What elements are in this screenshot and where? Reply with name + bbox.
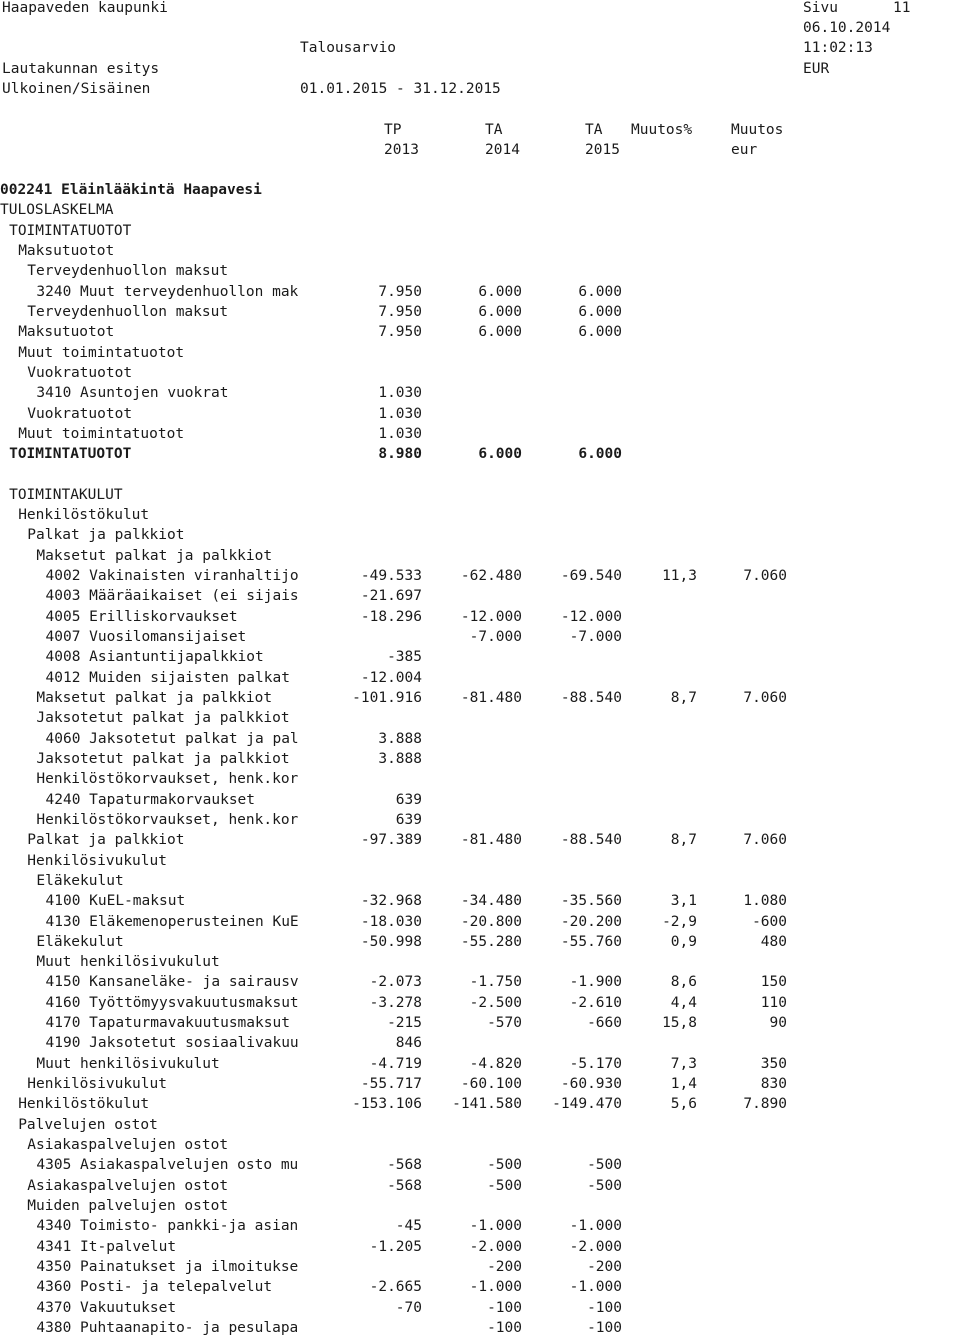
cell-ta-2015: -149.470 — [552, 1096, 622, 1113]
row-label: 4130 Eläkemenoperusteinen KuE — [45, 913, 299, 930]
row-label: Vuokratuotot — [27, 405, 133, 422]
cell-ta-2015: -100 — [587, 1319, 622, 1336]
table-row — [0, 383, 960, 403]
cell-change-pct: 7,3 — [670, 1055, 697, 1072]
cell-tp-2013: -50.998 — [360, 933, 422, 950]
cell-ta-2015: -1.900 — [569, 974, 622, 991]
row-label: Henkilöstökorvaukset, henk.kor — [36, 811, 299, 828]
cell-tp-2013: 846 — [395, 1035, 422, 1052]
table-row — [0, 708, 960, 728]
row-label: Vuokratuotot — [27, 364, 133, 381]
row-label: 4012 Muiden sijaisten palkat — [45, 669, 290, 686]
cell-ta-2015: -7.000 — [569, 629, 622, 646]
cell-tp-2013: 3.888 — [378, 750, 422, 767]
cell-ta-2015: -1.000 — [569, 1218, 622, 1235]
cell-ta-2014: 6.000 — [478, 283, 522, 300]
table-row — [0, 627, 960, 647]
table-row — [0, 668, 960, 688]
table-row — [0, 1318, 960, 1338]
cell-ta-2015: -1.000 — [569, 1279, 622, 1296]
table-row — [0, 891, 960, 911]
cell-ta-2014: -20.800 — [460, 913, 522, 930]
cell-tp-2013: -18.296 — [360, 608, 422, 625]
row-label: 4002 Vakinaisten viranhaltijo — [45, 568, 299, 585]
cell-ta-2015: -88.540 — [560, 690, 622, 706]
cell-ta-2015: -2.000 — [569, 1238, 622, 1255]
table-row — [0, 404, 960, 424]
table-row — [0, 830, 960, 850]
cell-ta-2015: -660 — [587, 1015, 622, 1032]
table-row — [0, 607, 960, 627]
cell-change-pct: 8,7 — [670, 690, 697, 706]
cell-ta-2014: 6.000 — [478, 324, 522, 341]
cell-ta-2015: -88.540 — [560, 832, 622, 849]
row-label: Jaksotetut palkat ja palkkiot — [36, 750, 290, 767]
row-label: 4341 It-palvelut — [36, 1238, 177, 1255]
cell-change-pct: 5,6 — [670, 1096, 697, 1113]
table-row — [0, 1298, 960, 1318]
row-label: TOIMINTAKULUT — [9, 486, 123, 503]
row-label: Eläkekulut — [36, 872, 124, 889]
col-header-ta-2014: TA — [485, 122, 503, 138]
cell-change-pct: 8,7 — [670, 832, 697, 849]
cell-tp-2013: 7.950 — [378, 283, 422, 300]
row-label: Muut toimintatuotot — [18, 425, 185, 442]
row-label: Henkilösivukulut — [27, 852, 167, 869]
cell-change-pct: 3,1 — [670, 893, 697, 910]
row-label: Maksutuotot — [18, 324, 115, 341]
cell-change-eur: 350 — [760, 1055, 787, 1072]
cell-ta-2014: 6.000 — [478, 446, 522, 463]
table-row — [0, 302, 960, 322]
cell-ta-2014: -1.000 — [469, 1279, 522, 1296]
row-label: 3410 Asuntojen vuokrat — [36, 385, 229, 402]
cell-change-pct: 11,3 — [662, 568, 697, 585]
table-row — [0, 729, 960, 749]
row-label: Maksetut palkat ja palkkiot — [36, 690, 273, 706]
col-header-change-eur: Muutos — [731, 122, 784, 138]
col-header-year-2015: 2015 — [585, 142, 620, 158]
row-label: Henkilöstökulut — [18, 1096, 150, 1113]
cell-ta-2015: 6.000 — [578, 324, 622, 341]
row-label: 4305 Asiakaspalvelujen osto mu — [36, 1157, 299, 1174]
table-row — [0, 363, 960, 383]
cell-ta-2014: -12.000 — [460, 608, 522, 625]
col-header-change-pct: Muutos% — [631, 122, 693, 138]
cell-tp-2013: -4.719 — [369, 1055, 422, 1072]
cell-tp-2013: -1.205 — [369, 1238, 422, 1255]
col-header-ta-2015: TA — [585, 122, 603, 138]
row-label: 4240 Tapaturmakorvaukset — [45, 791, 256, 808]
cell-ta-2015: 6.000 — [578, 446, 622, 463]
cell-tp-2013: -3.278 — [369, 994, 422, 1011]
table-row — [0, 322, 960, 342]
row-label: Muiden palvelujen ostot — [27, 1198, 229, 1214]
cell-ta-2015: -100 — [587, 1299, 622, 1316]
table-row — [0, 851, 960, 871]
table-row — [0, 688, 960, 708]
currency-label: EUR — [803, 61, 830, 77]
cell-ta-2015: -69.540 — [560, 568, 622, 585]
cell-ta-2014: -2.000 — [469, 1238, 522, 1255]
table-row — [0, 993, 960, 1013]
cell-change-pct: 8,6 — [670, 974, 697, 991]
cell-tp-2013: 8.980 — [378, 446, 422, 463]
table-row — [0, 810, 960, 830]
row-label: 4060 Jaksotetut palkat ja pal — [45, 730, 299, 747]
table-row — [0, 343, 960, 363]
table-row — [0, 282, 960, 302]
cell-ta-2015: -5.170 — [569, 1055, 622, 1072]
cell-tp-2013: 639 — [395, 791, 422, 808]
table-row — [0, 1094, 960, 1114]
page-number: 11 — [893, 0, 911, 16]
cell-ta-2014: -200 — [487, 1258, 522, 1275]
cell-tp-2013: -70 — [395, 1299, 422, 1316]
cell-change-pct: 1,4 — [670, 1076, 697, 1093]
table-row — [0, 1176, 960, 1196]
row-label: 4150 Kansaneläke- ja sairausv — [45, 974, 299, 991]
cell-change-pct: -2,9 — [662, 913, 697, 930]
cell-ta-2015: -2.610 — [569, 994, 622, 1011]
table-row — [0, 261, 960, 281]
cell-tp-2013: -568 — [387, 1177, 422, 1194]
cell-ta-2015: -500 — [587, 1157, 622, 1174]
cell-change-eur: 1.080 — [743, 893, 787, 910]
cell-tp-2013: -45 — [395, 1218, 422, 1235]
cell-ta-2014: -1.000 — [469, 1218, 522, 1235]
column-header-row-2 — [0, 140, 960, 160]
cell-tp-2013: 639 — [395, 811, 422, 828]
row-label: TOIMINTATUOTOT — [9, 222, 132, 239]
cell-ta-2015: -20.200 — [560, 913, 622, 930]
table-row — [0, 932, 960, 952]
row-label: TOIMINTATUOTOT — [9, 446, 132, 463]
row-label: 4370 Vakuutukset — [36, 1299, 177, 1316]
row-label: Muut toimintatuotot — [18, 344, 185, 361]
cell-change-eur: 110 — [760, 994, 787, 1011]
cell-ta-2014: -7.000 — [469, 629, 522, 646]
col-header-year-2014: 2014 — [485, 142, 520, 158]
row-label: Terveydenhuollon maksut — [27, 263, 229, 280]
page-label: Sivu — [803, 0, 838, 16]
row-label: Palkat ja palkkiot — [27, 832, 185, 849]
table-row — [0, 1033, 960, 1053]
cell-ta-2014: -4.820 — [469, 1055, 522, 1072]
cell-tp-2013: -2.073 — [369, 974, 422, 991]
cell-tp-2013: 1.030 — [378, 405, 422, 422]
table-row — [0, 566, 960, 586]
cell-ta-2014: -500 — [487, 1177, 522, 1194]
row-label: Muut henkilösivukulut — [36, 1055, 220, 1072]
table-row — [0, 525, 960, 545]
table-row — [0, 1074, 960, 1094]
table-row — [0, 871, 960, 891]
cell-tp-2013: -2.665 — [369, 1279, 422, 1296]
table-row — [0, 464, 960, 484]
row-label: Eläkekulut — [36, 933, 124, 950]
cell-ta-2015: -12.000 — [560, 608, 622, 625]
table-row — [0, 424, 960, 444]
cell-ta-2015: -55.760 — [560, 933, 622, 950]
row-label: Jaksotetut palkat ja palkkiot — [36, 710, 290, 727]
cell-ta-2014: -100 — [487, 1299, 522, 1316]
cell-tp-2013: -153.106 — [352, 1096, 422, 1113]
cell-tp-2013: -12.004 — [360, 669, 422, 686]
period-label: 01.01.2015 - 31.12.2015 — [300, 81, 501, 97]
row-label: 4008 Asiantuntijapalkkiot — [45, 649, 264, 666]
table-row — [0, 1237, 960, 1257]
row-label: 4340 Toimisto- pankki-ja asian — [36, 1218, 299, 1235]
row-label: Terveydenhuollon maksut — [27, 303, 229, 320]
cell-change-eur: 150 — [760, 974, 787, 991]
cell-change-eur: 7.890 — [743, 1096, 787, 1113]
cell-tp-2013: -32.968 — [360, 893, 422, 910]
cell-ta-2014: -62.480 — [460, 568, 522, 585]
cell-change-pct: 15,8 — [662, 1015, 697, 1032]
cell-ta-2014: -141.580 — [452, 1096, 522, 1113]
cell-ta-2014: -34.480 — [460, 893, 522, 910]
row-label: Muut henkilösivukulut — [36, 954, 220, 971]
table-row — [0, 790, 960, 810]
print-date: 06.10.2014 — [803, 20, 891, 36]
table-row — [0, 1257, 960, 1277]
table-row — [0, 1054, 960, 1074]
cell-ta-2014: -60.100 — [460, 1076, 522, 1093]
scope-label: Ulkoinen/Sisäinen — [2, 81, 151, 97]
print-time: 11:02:13 — [803, 40, 873, 56]
row-label: 4380 Puhtaanapito- ja pesulapa — [36, 1319, 299, 1336]
cell-change-eur: 7.060 — [743, 690, 787, 706]
cell-tp-2013: -101.916 — [352, 690, 422, 706]
table-row — [0, 221, 960, 241]
table-row — [0, 444, 960, 464]
cell-ta-2014: -55.280 — [460, 933, 522, 950]
table-row — [0, 586, 960, 606]
row-label: Palvelujen ostot — [18, 1116, 158, 1133]
table-row — [0, 505, 960, 525]
cell-tp-2013: -568 — [387, 1157, 422, 1174]
cell-tp-2013: 7.950 — [378, 303, 422, 320]
table-row — [0, 180, 960, 200]
org-name: Haapaveden kaupunki — [2, 0, 168, 16]
row-label: 4190 Jaksotetut sosiaalivakuu — [45, 1035, 299, 1052]
table-row — [0, 1135, 960, 1155]
cell-change-eur: -600 — [752, 913, 787, 930]
cell-tp-2013: -97.389 — [360, 832, 422, 849]
table-row — [0, 749, 960, 769]
table-row — [0, 1155, 960, 1175]
table-row — [0, 769, 960, 789]
table-row — [0, 485, 960, 505]
row-label: Henkilöstökulut — [18, 507, 150, 524]
table-row — [0, 1115, 960, 1135]
cell-change-eur: 7.060 — [743, 832, 787, 849]
row-label: 4007 Vuosilomansijaiset — [45, 629, 247, 646]
table-row — [0, 546, 960, 566]
cell-change-pct: 4,4 — [670, 994, 697, 1011]
table-row — [0, 952, 960, 972]
col-header-tp: TP — [384, 122, 402, 138]
cell-tp-2013: -385 — [387, 649, 422, 666]
cell-ta-2015: -200 — [587, 1258, 622, 1275]
row-label: 002241 Eläinlääkintä Haapavesi — [0, 182, 262, 198]
col-header-year-2013: 2013 — [384, 142, 419, 158]
cell-change-eur: 830 — [760, 1076, 787, 1093]
cell-ta-2015: 6.000 — [578, 283, 622, 300]
table-row — [0, 1196, 960, 1216]
row-label: 4005 Erilliskorvaukset — [45, 608, 238, 625]
cell-ta-2014: -100 — [487, 1319, 522, 1336]
table-row — [0, 200, 960, 220]
cell-ta-2015: -60.930 — [560, 1076, 622, 1093]
row-label: Asiakaspalvelujen ostot — [27, 1177, 229, 1194]
table-row — [0, 1277, 960, 1297]
cell-tp-2013: -215 — [387, 1015, 422, 1032]
table-row — [0, 1216, 960, 1236]
row-label: Maksetut palkat ja palkkiot — [36, 547, 273, 564]
row-label: Palkat ja palkkiot — [27, 527, 185, 544]
row-label: Henkilöstökorvaukset, henk.kor — [36, 771, 299, 788]
cell-ta-2014: -81.480 — [460, 832, 522, 849]
table-row — [0, 241, 960, 261]
row-label: 3240 Muut terveydenhuollon mak — [36, 283, 299, 300]
table-row — [0, 912, 960, 932]
column-header-row-1 — [0, 120, 960, 140]
cell-tp-2013: 7.950 — [378, 324, 422, 341]
table-row — [0, 1013, 960, 1033]
proposal-label: Lautakunnan esitys — [2, 61, 160, 77]
cell-ta-2014: -570 — [487, 1015, 522, 1032]
cell-tp-2013: 1.030 — [378, 385, 422, 402]
table-row — [0, 647, 960, 667]
row-label: Asiakaspalvelujen ostot — [27, 1137, 229, 1154]
cell-tp-2013: -21.697 — [360, 588, 422, 605]
cell-change-eur: 480 — [760, 933, 787, 950]
cell-ta-2014: -81.480 — [460, 690, 522, 706]
row-label: 4003 Määräaikaiset (ei sijais — [45, 588, 299, 605]
row-label: 4160 Työttömyysvakuutusmaksut — [45, 994, 299, 1011]
table-row — [0, 972, 960, 992]
cell-tp-2013: 1.030 — [378, 425, 422, 442]
row-label: TULOSLASKELMA — [0, 202, 114, 219]
row-label: Maksutuotot — [18, 242, 115, 259]
cell-ta-2015: -35.560 — [560, 893, 622, 910]
cell-tp-2013: -49.533 — [360, 568, 422, 585]
cell-tp-2013: -18.030 — [360, 913, 422, 930]
row-label: 4360 Posti- ja telepalvelut — [36, 1279, 273, 1296]
cell-ta-2015: -500 — [587, 1177, 622, 1194]
cell-ta-2014: -1.750 — [469, 974, 522, 991]
cell-change-eur: 7.060 — [743, 568, 787, 585]
row-label: 4350 Painatukset ja ilmoitukse — [36, 1258, 299, 1275]
document-title: Talousarvio — [300, 40, 397, 56]
cell-ta-2014: -2.500 — [469, 994, 522, 1011]
cell-ta-2014: -500 — [487, 1157, 522, 1174]
cell-tp-2013: -55.717 — [360, 1076, 422, 1093]
row-label: Henkilösivukulut — [27, 1076, 167, 1093]
row-label: 4100 KuEL-maksut — [45, 893, 186, 910]
cell-ta-2015: 6.000 — [578, 303, 622, 320]
cell-tp-2013: 3.888 — [378, 730, 422, 747]
row-label: 4170 Tapaturmavakuutusmaksut — [45, 1015, 290, 1032]
cell-change-pct: 0,9 — [670, 933, 697, 950]
col-header-unit-eur: eur — [731, 142, 758, 158]
cell-change-eur: 90 — [769, 1015, 787, 1032]
cell-ta-2014: 6.000 — [478, 303, 522, 320]
